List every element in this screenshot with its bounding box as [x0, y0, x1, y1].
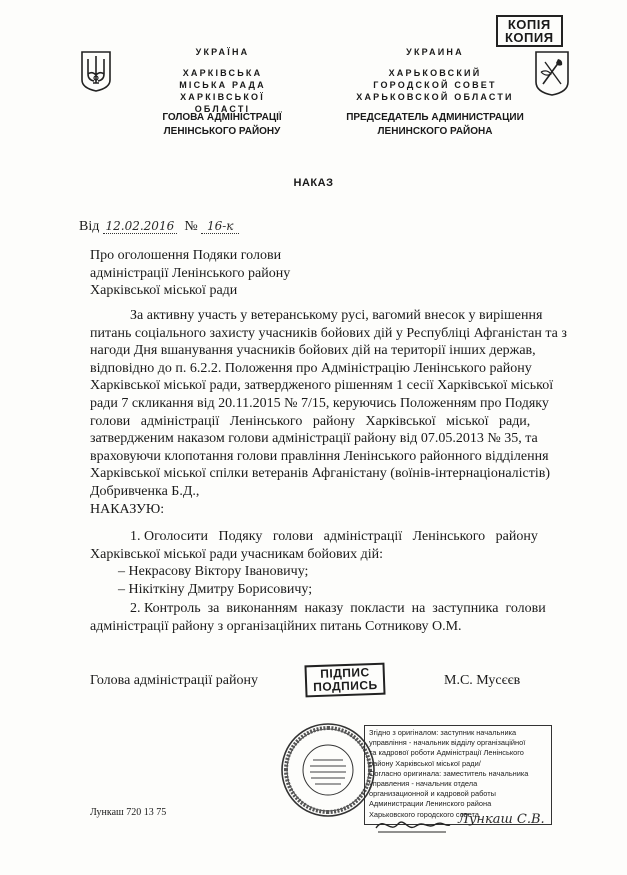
order-item-2: [90, 600, 588, 635]
left-country: УКРАЇНА: [195, 47, 250, 57]
copy-stamp-ru: КОПИЯ: [505, 30, 554, 45]
number-value: 16-к: [201, 219, 239, 234]
left-council-line-1: ХАРКІВСЬКА: [182, 68, 263, 78]
subject-line-3: Харківської міської ради: [90, 283, 238, 298]
certification-line-9: Харьковского городского совета: [369, 809, 479, 819]
preamble-line-6: ради 7 скликання від 20.11.2015 № 7/15, керуючись Положенням про Подяку: [90, 395, 549, 411]
executor-contact: Лункаш 720 13 75: [90, 807, 167, 818]
certification-line-2: управління - начальник відділу організаційної: [369, 738, 526, 748]
subject-line-1: Про оголошення Подяки голови: [90, 248, 282, 263]
copy-stamp-ua: КОПІЯ: [507, 17, 551, 32]
subject-line-2: адміністрації Ленінського району: [90, 265, 291, 281]
order-word: НАКАЗУЮ:: [90, 502, 165, 517]
left-council-line-3: ХАРКІВСЬКОЇ ОБЛАСТІ: [180, 92, 265, 114]
signature-stamp-ua: ПІДПИС: [319, 665, 370, 681]
item1-line-2: Харківської міської ради учасникам бойових дій:: [90, 546, 384, 562]
right-position-line-1: ПРЕДСЕДАТЕЛЬ АДМИНИСТРАЦИИ: [346, 112, 524, 123]
left-council-line-2: МІСЬКА РАДА: [179, 80, 266, 90]
left-position-line-1: ГОЛОВА АДМІНІСТРАЦІЇ: [162, 112, 282, 123]
item1-line-1: 1. Оголосити Подяку голови адміністрації Ленінського району: [130, 529, 538, 544]
certification-line-5: Согласно оригинала: заместитель начальника: [369, 768, 529, 778]
preamble-line-7: голови адміністрації Ленінського району Харківської міської ради,: [90, 413, 531, 429]
signatory-position: Голова адміністрації району: [90, 673, 258, 688]
left-header: [155, 46, 290, 115]
right-council-line-1: ХАРЬКОВСКИЙ: [388, 68, 482, 78]
preamble: [90, 307, 588, 501]
number-label: №: [184, 219, 198, 234]
certification-line-6: управления - начальник отдела: [369, 779, 478, 789]
document-title: НАКАЗ: [293, 177, 334, 189]
item2-line-1: 2. Контроль за виконанням наказу покласти на заступника голови: [130, 601, 546, 616]
item2-line-2: адміністрації району з організаційних питань Сотникову О.М.: [90, 618, 462, 634]
date-prefix: Від: [79, 219, 100, 234]
certification-line-8: Администрации Ленинского района: [369, 799, 492, 809]
date-line: [79, 219, 239, 235]
trident-emblem-icon: [80, 50, 112, 92]
preamble-line-5: Харківської міської ради, затвердженого рішенням 1 сесії Харківської міської: [90, 378, 554, 394]
preamble-line-2: питань соціального захисту учасників бойових дій у Республіці Афганістан та з: [90, 325, 567, 341]
date-value: 12.02.2016: [103, 219, 177, 234]
preamble-line-1: За активну участь у ветеранському русі, вагомий внесок у вирішення: [130, 308, 543, 323]
certification-line-3: та кадрової роботи Адміністрації Ленінського: [369, 748, 524, 758]
preamble-line-11: Добривченка Б.Д.,: [90, 483, 200, 499]
left-position: [142, 111, 302, 139]
preamble-line-9: враховуючи клопотання голови правління Ленінського районного відділення: [90, 448, 549, 464]
signature-stamp-ru: ПОДПИСЬ: [312, 677, 378, 695]
preamble-line-8: затвердженим наказом голови адміністрації району від 07.05.2013 № 35, та: [90, 431, 538, 447]
certification-line-1: Згідно з оригіналом: заступник начальника: [369, 728, 517, 737]
preamble-line-10: Харківської міської спілки ветеранів Афганістану (воїнів-інтернаціоналістів): [90, 466, 551, 482]
certification-stamp: [364, 725, 552, 825]
recipient-1: – Некрасову Віктору Івановичу;: [118, 564, 309, 580]
preamble-line-3: нагоди Дня вшанування учасників бойових дій на території інших держав,: [90, 343, 536, 359]
certification-line-4: району Харківської міської ради/: [369, 758, 481, 768]
order-item-1: [90, 528, 588, 598]
preamble-line-4: відповідно до п. 6.2.2. Положення про Адміністрацію Ленінського району: [90, 360, 532, 376]
certification-signature: Лункаш С.В.: [458, 812, 545, 827]
signatory-name: М.С. Мусєєв: [444, 673, 521, 688]
right-council-line-2: ГОРОДСКОЙ СОВЕТ: [373, 80, 497, 90]
copy-stamp: [496, 15, 563, 47]
signature-stamp: [304, 663, 385, 698]
official-round-seal: [280, 722, 376, 818]
right-position-line-2: ЛЕНИНСКОГО РАЙОНА: [377, 126, 493, 137]
right-position: [335, 111, 535, 139]
right-header: [355, 46, 515, 103]
kharkiv-coat-of-arms-icon: [534, 50, 570, 96]
recipient-2: – Нікіткіну Дмитру Борисовичу;: [118, 581, 313, 597]
handwritten-signature-icon: [372, 812, 452, 838]
subject: [90, 247, 290, 300]
left-position-line-2: ЛЕНІНСЬКОГО РАЙОНУ: [163, 126, 281, 137]
right-council-line-3: ХАРЬКОВСКОЙ ОБЛАСТИ: [356, 92, 514, 102]
right-country: УКРАИНА: [406, 47, 464, 57]
certification-line-7: организационной и кадровой работы: [369, 789, 496, 799]
